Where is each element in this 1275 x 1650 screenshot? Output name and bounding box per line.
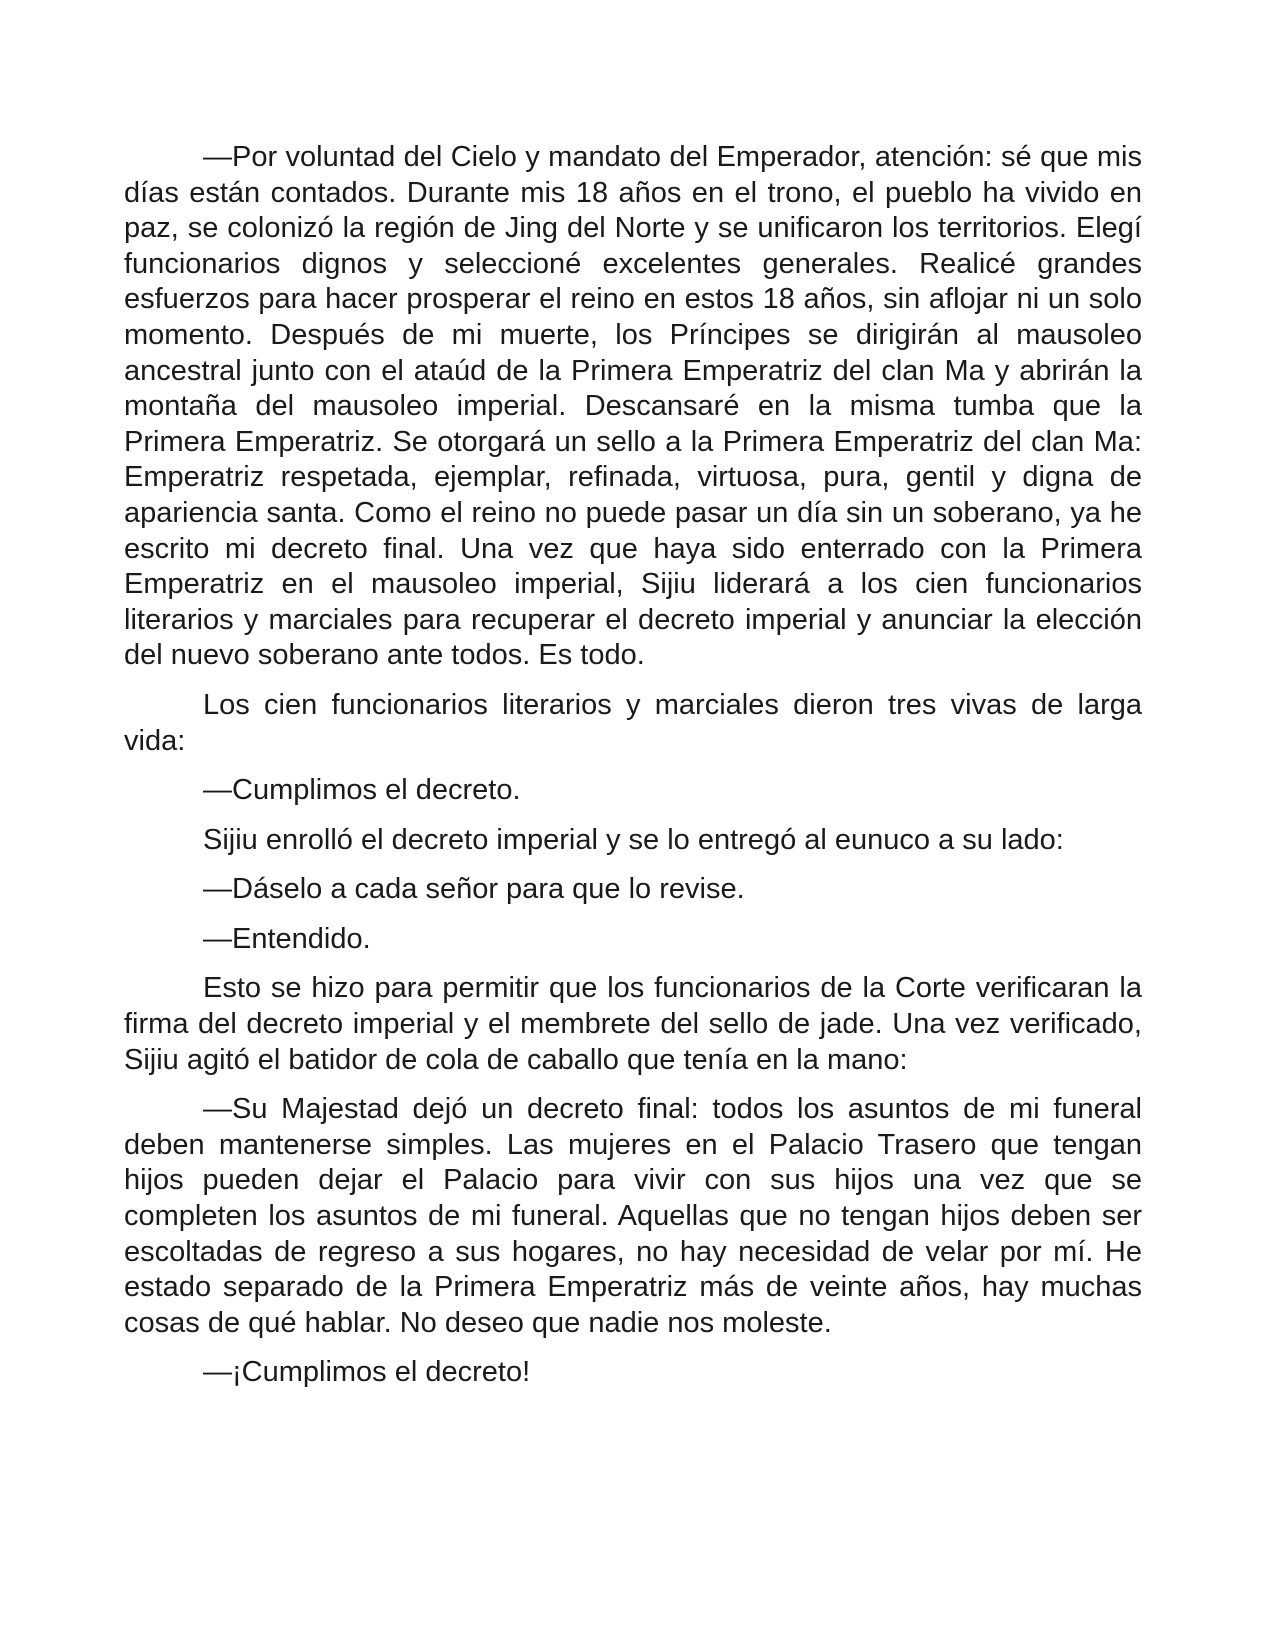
paragraph-dialogue-comply: —Cumplimos el decreto. [203,774,521,807]
document-page [124,140,1142,1405]
paragraph-sijiu-rolls-decree: Sijiu enrolló el decreto imperial y se lo entregó al eunuco a su lado: [203,823,1064,856]
paragraph-dialogue-comply-final: —¡Cumplimos el decreto! [203,1356,531,1389]
paragraph-officials-cheer: Los cien funcionarios literarios y marciales dieron tres vivas de larga vida: [124,688,1142,757]
paragraph-imperial-decree: —Por voluntad del Cielo y mandato del Emperador, atención: sé que mis días están contados. Durante mis 18 años en el trono, el pueblo ha vivido en paz, se colonizó la región de Jing del Norte y se unificaron los territorios. Elegí funcionarios dignos y seleccioné excelentes generales. Realicé grandes esfuerzos para hacer prosperar el reino en estos 18 años, sin aflojar ni un solo momento. Después de mi muerte, los Príncipes se dirigirán al mausoleo ancestral junto con el ataúd de la Primera Emperatriz del clan Ma y abrirán la montaña del mausoleo imperial. Descansaré en la misma tumba que la Primera Emperatriz. Se otorgará un sello a la Primera Emperatriz del clan Ma: Emperatriz respetada, ejemplar, refinada, virtuosa, pura, gentil y digna de apariencia santa. Como el reino no puede pasar un día sin un soberano, ya he escrito mi decreto final. Una vez que haya sido enterrado con la Primera Emperatriz en el mausoleo imperial, Sijiu liderará a los cien funcionarios literarios y marciales para recuperar el decreto imperial y anunciar la elección del nuevo soberano ante todos. Es todo. [124,141,1142,672]
paragraph-final-decree: —Su Majestad dejó un decreto final: todos los asuntos de mi funeral deben mantenerse simples. Las mujeres en el Palacio Trasero que tengan hijos pueden dejar el Palacio para vivir con sus hijos una vez que se completen los asuntos de mi funeral. Aquellas que no tengan hijos deben ser escoltadas de regreso a sus hogares, no hay necesidad de velar por mí. He estado separado de la Primera Emperatriz más de veinte años, hay muchas cosas de qué hablar. No deseo que nadie nos moleste. [124,1093,1142,1339]
paragraph-dialogue-review: —Dáselo a cada señor para que lo revise. [203,873,745,906]
paragraph-verification: Esto se hizo para permitir que los funcionarios de la Corte verificaran la firma del decreto imperial y el membrete del sello de jade. Una vez verificado, Sijiu agitó el batidor de cola de caballo que tenía en la mano: [124,972,1142,1076]
paragraph-dialogue-understood: —Entendido. [203,922,371,955]
